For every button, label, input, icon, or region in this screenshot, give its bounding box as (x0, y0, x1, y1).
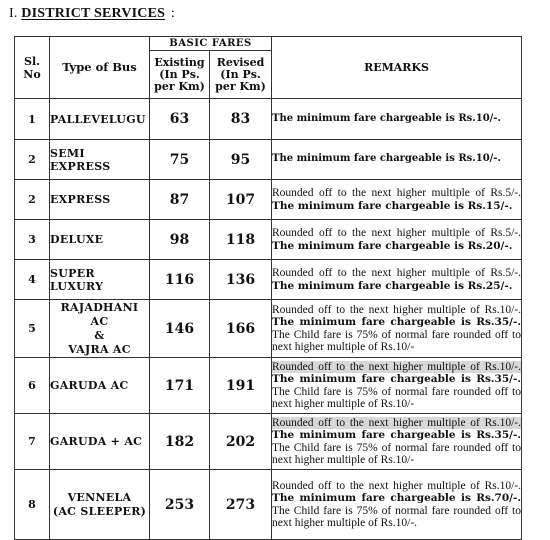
table-row (15, 140, 522, 180)
row-sl: 4 (15, 260, 50, 300)
row-remarks: Rounded off to the next higher multiple of Rs.10/-. The minimum fare chargeable is Rs.35/-. The Child fare is 75% of normal fare rounded off to next higher multiple of Rs.10/- (272, 300, 522, 358)
row-sl: 7 (15, 414, 50, 470)
table-row (15, 220, 522, 260)
row-remarks: Rounded off to the next higher multiple of Rs.5/-. The minimum fare chargeable is Rs.20/-. (272, 220, 522, 260)
row-revised-fare: 107 (210, 180, 272, 220)
section-number: I. (9, 6, 18, 21)
row-revised-fare: 118 (210, 220, 272, 260)
row-remarks: The minimum fare chargeable is Rs.10/-. (272, 140, 522, 180)
table-row (15, 414, 522, 470)
row-existing-fare: 146 (150, 300, 210, 358)
row-remarks: The minimum fare chargeable is Rs.10/-. (272, 99, 522, 140)
row-remarks: Rounded off to the next higher multiple of Rs.10/-. The minimum fare chargeable is Rs.35/-. The Child fare is 75% of normal fare rounded off to next higher multiple of Rs.10/- (272, 358, 522, 414)
header-remarks: REMARKS (272, 37, 522, 99)
row-revised-fare: 191 (210, 358, 272, 414)
row-revised-fare: 202 (210, 414, 272, 470)
table-row (15, 99, 522, 140)
row-existing-fare: 171 (150, 358, 210, 414)
row-revised-fare: 136 (210, 260, 272, 300)
section-colon: : (170, 6, 175, 21)
header-revised: Revised (In Ps. per Km) (210, 51, 272, 99)
table-row (15, 260, 522, 300)
fares-table (14, 36, 522, 540)
row-sl: 1 (15, 99, 50, 140)
row-existing-fare: 182 (150, 414, 210, 470)
row-remarks: Rounded off to the next higher multiple of Rs.5/-. The minimum fare chargeable is Rs.15/-. (272, 180, 522, 220)
row-sl: 6 (15, 358, 50, 414)
row-existing-fare: 87 (150, 180, 210, 220)
table-row (15, 180, 522, 220)
header-sl-no: Sl. No (15, 37, 50, 99)
row-existing-fare: 98 (150, 220, 210, 260)
row-sl: 2 (15, 140, 50, 180)
row-revised-fare: 273 (210, 470, 272, 540)
header-type-of-bus: Type of Bus (50, 37, 150, 99)
row-remarks: Rounded off to the next higher multiple of Rs.5/-. The minimum fare chargeable is Rs.25/-. (272, 260, 522, 300)
table-row (15, 358, 522, 414)
row-bus-type: SUPER LUXURY (50, 260, 150, 300)
row-revised-fare: 83 (210, 99, 272, 140)
table-row (15, 470, 522, 540)
row-existing-fare: 63 (150, 99, 210, 140)
row-sl: 3 (15, 220, 50, 260)
row-bus-type: PALLEVELUGU (50, 99, 150, 140)
row-remarks: Rounded off to the next higher multiple of Rs.10/-. The minimum fare chargeable is Rs.70/-. The Child fare is 75% of normal fare rounded off to next higher multiple of Rs.10/-. (272, 470, 522, 540)
row-existing-fare: 75 (150, 140, 210, 180)
row-sl: 5 (15, 300, 50, 358)
row-revised-fare: 166 (210, 300, 272, 358)
row-remarks: Rounded off to the next higher multiple of Rs.10/-. The minimum fare chargeable is Rs.35/-. The Child fare is 75% of normal fare rounded off to next higher multiple of Rs.10/- (272, 414, 522, 470)
row-existing-fare: 116 (150, 260, 210, 300)
row-bus-type: DELUXE (50, 220, 150, 260)
row-sl: 2 (15, 180, 50, 220)
row-bus-type: GARUDA AC (50, 358, 150, 414)
row-bus-type: GARUDA + AC (50, 414, 150, 470)
table-row (15, 300, 522, 358)
row-bus-type: EXPRESS (50, 180, 150, 220)
header-basic-fares: BASIC FARES (150, 37, 272, 51)
header-existing: Existing (In Ps. per Km) (150, 51, 210, 99)
row-bus-type: SEMI EXPRESS (50, 140, 150, 180)
section-title: DISTRICT SERVICES (21, 6, 166, 21)
row-bus-type: RAJADHANI AC & VAJRA AC (50, 300, 150, 358)
row-sl: 8 (15, 470, 50, 540)
section-heading (9, 6, 175, 22)
row-bus-type: VENNELA (AC SLEEPER) (50, 470, 150, 540)
row-existing-fare: 253 (150, 470, 210, 540)
row-revised-fare: 95 (210, 140, 272, 180)
